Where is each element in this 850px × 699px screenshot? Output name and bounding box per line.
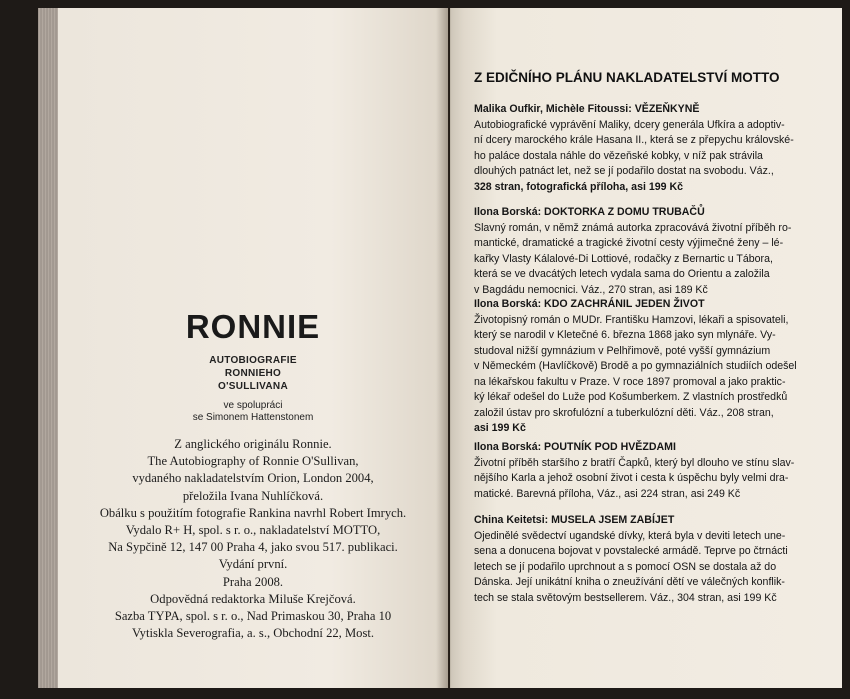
- subtitle-line-1: AUTOBIOGRAFIE: [209, 355, 297, 366]
- book-entry: [474, 102, 802, 195]
- entry-heading: Ilona Borská: POUTNÍK POD HVĚZDAMI: [474, 441, 676, 453]
- collab-line-2: se Simonem Hattenstonem: [192, 412, 314, 423]
- imprint-block: [78, 436, 428, 642]
- subtitle-line-2: RONNIEHO: [224, 368, 282, 379]
- entry-line: která se ve dvacátých letech vydala sama do Orientu a založila: [474, 268, 770, 280]
- entry-line: Autobiografické vyprávění Maliky, dcery generála Ufkíra a adoptiv-: [474, 118, 785, 131]
- entry-line: Slavný román, v němž známá autorka zpracovává životní příběh ro-: [474, 221, 792, 234]
- entry-line: kařky Vlasty Kálalové-Di Lottiové, rodačky z Bernartic u Tábora,: [474, 252, 773, 265]
- subtitle-line-3: O'SULLIVANA: [218, 381, 288, 392]
- page-block-edge: [38, 8, 60, 688]
- entry-heading: Ilona Borská: DOKTORKA Z DOMU TRUBAČŮ: [474, 206, 705, 218]
- imprint-line: přeložila Ivana Nuhlíčková.: [182, 488, 324, 503]
- entry-line: mantické, dramatické a tragické životní cesty výjimečné ženy – lé-: [474, 237, 784, 249]
- entry-line: Životní příběh staršího z bratří Čapků, který byl dlouho ve stínu slav-: [474, 456, 795, 469]
- imprint-line: Odpovědná redaktorka Miluše Krejčová.: [150, 591, 356, 606]
- imprint-line: Obálku s použitím fotografie Rankina navrhl Robert Imrych.: [99, 505, 407, 520]
- entry-line: ní dcery marockého krále Hasana II., která se z přepychu královské-: [474, 134, 794, 146]
- entry-line: dlouhých patnáct let, než se jí podařilo dostat na svobodu. Váz.,: [474, 165, 774, 177]
- publisher-plan-heading: Z EDIČNÍHO PLÁNU NAKLADATELSTVÍ MOTTO: [474, 70, 780, 85]
- entry-line: studoval nižší gymnázium v Pelhřimově, poté vyšší gymnázium: [474, 344, 771, 357]
- entry-line: Životopisný román o MUDr. Františku Hamzovi, lékaři a spisovateli,: [474, 313, 789, 326]
- entry-line: který se narodil v Kletečné 6. března 1868 jako syn mlynáře. Vy-: [474, 329, 776, 341]
- book-entry: [474, 297, 802, 437]
- entry-line: 328 stran, fotografická příloha, asi 199 Kč: [474, 180, 684, 193]
- entry-heading: China Keitetsi: MUSELA JSEM ZABÍJET: [474, 514, 675, 526]
- imprint-line: Z anglického originálu Ronnie.: [174, 437, 332, 451]
- imprint-line: Praha 2008.: [222, 574, 284, 589]
- entry-line: tech se stala světovým bestsellerem. Váz., 304 stran, asi 199 Kč: [474, 591, 777, 604]
- book-title: RONNIE: [185, 308, 321, 345]
- imprint-line: Vytiskla Severografia, a. s., Obchodní 22, Most.: [131, 626, 375, 641]
- entry-line: založil ústav pro skrofulózní a tuberkulózní děti. Váz., 208 stran,: [474, 406, 774, 419]
- entry-line: asi 199 Kč: [474, 422, 526, 434]
- entry-line: Ojedinělé svědectví ugandské dívky, která byla v deviti letech une-: [474, 529, 786, 542]
- entry-line: sena a donucena bojovat v povstalecké armádě. Teprve po čtrnácti: [474, 545, 788, 557]
- entry-line: ký lékař odešel do Luže pod Košumberkem. Z vlastních prostředků: [474, 391, 788, 403]
- entry-line: na lékařskou fakultu v Praze. V roce 1897 promoval a jako praktic-: [474, 375, 786, 388]
- imprint-line: Vydalo R+ H, spol. s r. o., nakladatelství MOTTO,: [125, 523, 381, 538]
- book-entry: [474, 513, 802, 606]
- entry-line: nějšího Karla a jehož osobní život i cesta k úspěchu byly velmi dra-: [474, 472, 789, 484]
- collab-line-1: ve spolupráci: [223, 400, 283, 411]
- entry-line: Dánska. Její unikátní kniha o zneužívání dětí ve válečných konflik-: [474, 576, 785, 588]
- entry-line: v Bagdádu nemocnici. Váz., 270 stran, asi 189 Kč: [474, 283, 708, 296]
- imprint-line: Na Sypčině 12, 147 00 Praha 4, jako svou 517. publikaci.: [108, 540, 398, 555]
- entry-line: matické. Barevná příloha, Váz., asi 224 stran, asi 249 Kč: [474, 487, 741, 500]
- book-entry: [474, 440, 802, 502]
- entry-line: letech se jí podařilo uprchnout a s pomocí OSN se dostala až do: [474, 560, 777, 573]
- imprint-line: vydaného nakladatelstvím Orion, London 2004,: [132, 471, 374, 486]
- book-entry: [474, 205, 802, 298]
- imprint-line: Sazba TYPA, spol. s r. o., Nad Primaskou 30, Praha 10: [114, 609, 392, 624]
- entry-heading: Ilona Borská: KDO ZACHRÁNIL JEDEN ŽIVOT: [474, 298, 705, 310]
- entry-heading: Malika Oufkir, Michèle Fitoussi: VĚZEŇKYNĚ: [474, 103, 700, 115]
- book-gutter: [436, 8, 464, 688]
- entry-line: v Německém (Havlíčkově) Brodě a po gymnaziálních studiích odešel: [474, 360, 797, 372]
- imprint-line: Vydání první.: [218, 557, 288, 572]
- entry-line: ho paláce dostala náhle do vězeňské kobky, v níž pak strávila: [474, 149, 763, 162]
- imprint-line: The Autobiography of Ronnie O'Sullivan,: [147, 454, 359, 469]
